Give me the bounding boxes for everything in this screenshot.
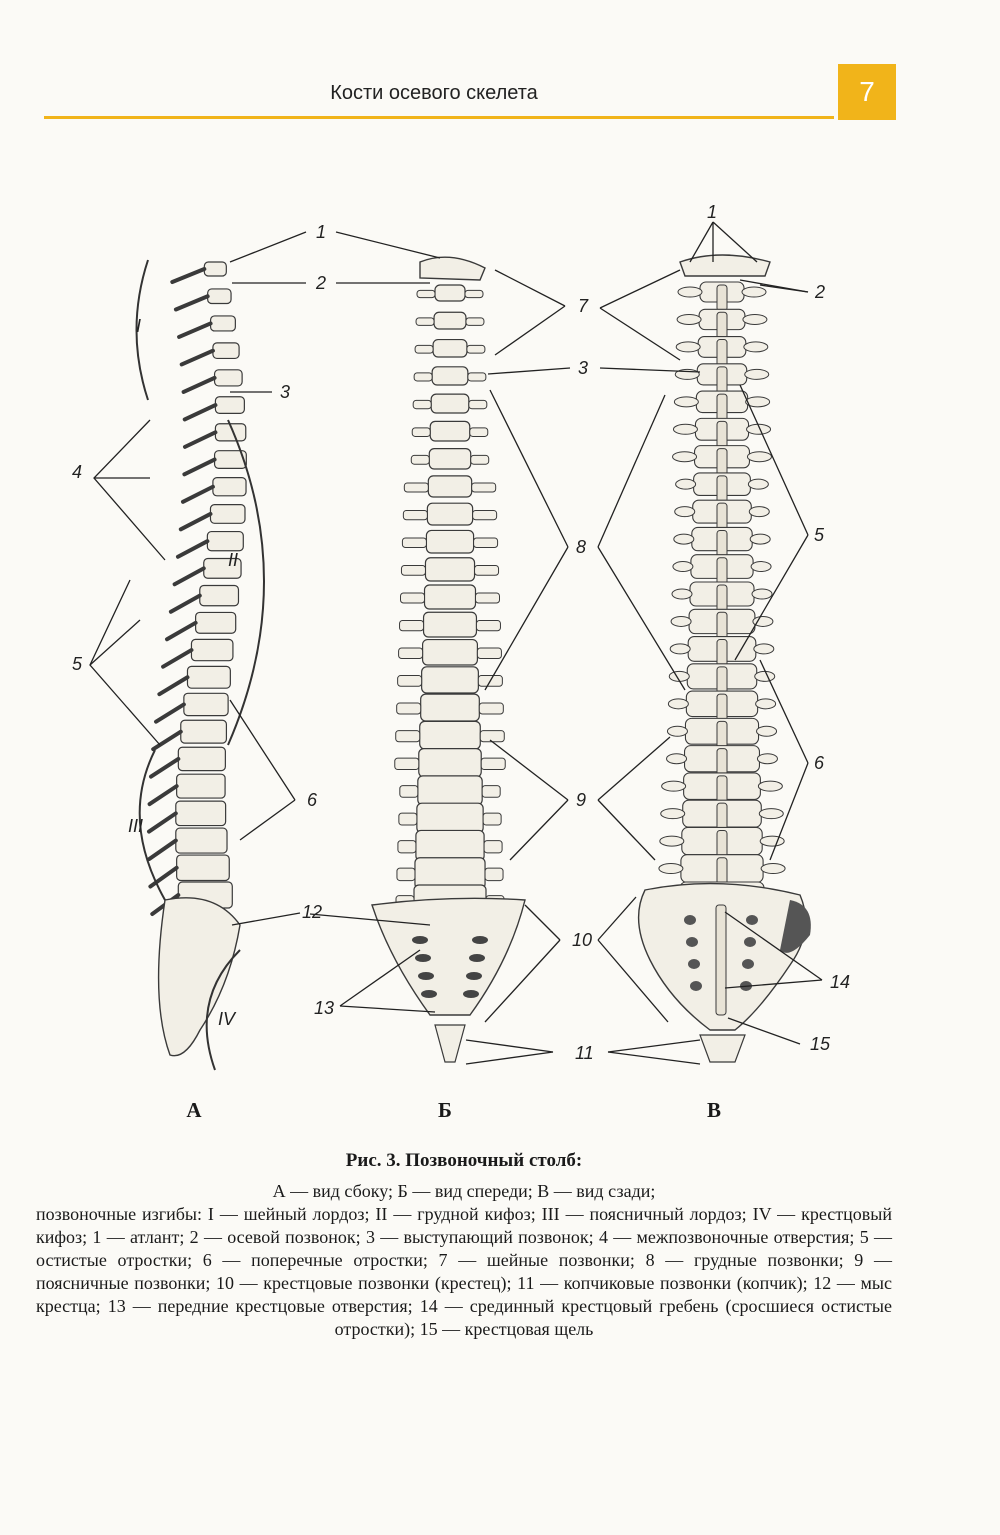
callout-a-2: 2: [316, 273, 327, 293]
caption-title: Рис. 3. Позвоночный столб:: [345, 1150, 583, 1171]
callout-c-2: 2: [815, 282, 826, 302]
callout-a-4: 4: [72, 462, 83, 482]
callout-b-7: 7: [578, 296, 589, 316]
spine-posterior-view: [639, 255, 811, 1062]
spine-lateral-view: [149, 262, 246, 1056]
callout-c-15: 15: [810, 1034, 831, 1054]
callout-a-12: 12: [302, 902, 323, 922]
chapter-title: Кости осевого скелета: [330, 82, 538, 104]
callout-b-13: 13: [314, 998, 335, 1018]
view-letter-c: В: [706, 1098, 721, 1122]
callout-a-1: 1: [316, 222, 327, 242]
callout-b-10: 10: [572, 930, 593, 950]
callout-c-6: 6: [814, 753, 825, 773]
caption-views: А — вид сбоку; Б — вид спереди; В — вид сзади;: [272, 1181, 656, 1201]
figure-caption: [36, 1150, 892, 1341]
callout-c-1: 1: [707, 202, 718, 222]
curve-label-1: I: [136, 316, 142, 336]
view-letter-a: А: [186, 1098, 202, 1122]
callout-a-5: 5: [72, 654, 83, 674]
callout-c-14: 14: [830, 972, 851, 992]
curve-label-4: IV: [218, 1009, 236, 1029]
callout-a-3: 3: [280, 382, 291, 402]
callout-b-3: 3: [578, 358, 589, 378]
callout-c-5: 5: [814, 525, 825, 545]
curve-label-2: II: [228, 550, 239, 570]
callout-b-8: 8: [576, 537, 587, 557]
curve-label-3: III: [128, 816, 144, 836]
callout-a-6: 6: [307, 790, 318, 810]
callout-b-11: 11: [575, 1043, 594, 1063]
caption-legend: позвоночные изгибы: I — шейный лордоз; II — грудной кифоз; III — поясничный лордоз; IV — крестцовый кифоз; 1 — атлант; 2 — осевой позвонок; 3 — выступающий позвонок; 4 — межпозвоночные отверстия; 5 — остистые отростки; 6 — поперечные отростки; 7 — шейные позвонки; 8 — грудные позвонки; 9 — поясничные позвонки; 10 — крестцовые позвонки (крестец); 11 — копчиковые позвонки (копчик); 12 — мыс крестца; 13 — передние крестцовые отверстия; 14 — срединный крестцовый гребень (сросшиеся остистые отростки); 15 — крестцовая щель: [36, 1204, 892, 1339]
page-number: 7: [838, 64, 896, 120]
view-letter-b: Б: [438, 1098, 452, 1122]
callout-b-9: 9: [576, 790, 587, 810]
